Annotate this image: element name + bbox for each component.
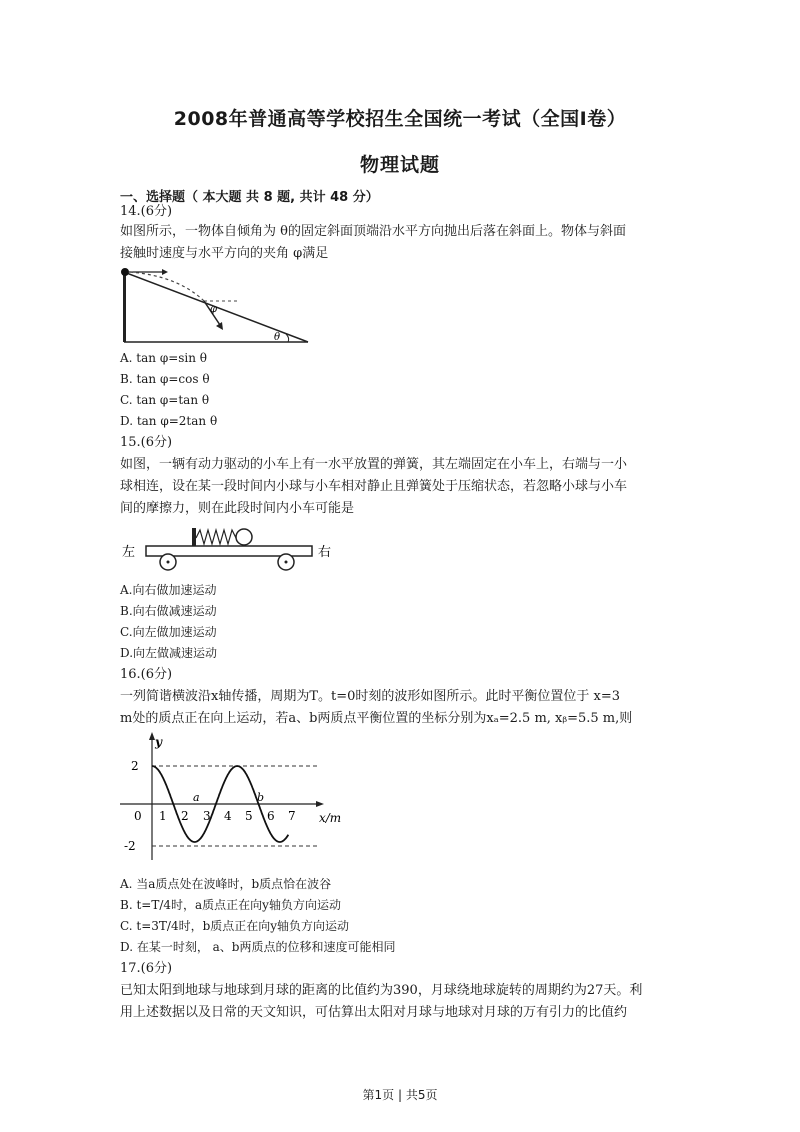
x-tick-1: 1 xyxy=(159,809,167,823)
q15-option-b: B.向右做减速运动 xyxy=(120,604,217,618)
q16-number: 16.(6分) xyxy=(120,667,173,682)
q14-text-line-1: 如图所示，一物体自倾角为 θ的固定斜面顶端沿水平方向抛出后落在斜面上。物体与斜面 xyxy=(120,224,626,239)
q17-text-line-1: 已知太阳到地球与地球到月球的距离的比值约为390，月球绕地球旋转的周期约为27天。利 xyxy=(120,983,643,998)
q15-text-line-2: 球相连，设在某一段时间内小球与小车相对静止且弹簧处于压缩状态，若忽略小球与小车 xyxy=(120,479,628,494)
q14-option-b: B. tan φ=cos θ xyxy=(120,372,210,386)
x-tick-3: 3 xyxy=(203,809,211,823)
q14-option-c: C. tan φ=tan θ xyxy=(120,393,210,407)
q15-text-line-1: 如图，一辆有动力驱动的小车上有一水平放置的弹簧，其左端固定在小车上，右端与一小 xyxy=(120,457,628,472)
spring xyxy=(196,530,236,544)
q14-option-d: D. tan φ=2tan θ xyxy=(120,414,218,428)
q16-option-d: D. 在某一时刻， a、b两质点的位移和速度可能相同 xyxy=(120,940,396,954)
point-a-label: a xyxy=(193,791,200,804)
point-b-label: b xyxy=(257,791,265,804)
page-footer: 第1页 | 共5页 xyxy=(362,1088,438,1102)
incline-wall xyxy=(123,272,126,342)
incline-projectile-figure xyxy=(118,264,318,348)
section-heading: 一、选择题（ 本大题 共 8 题, 共计 48 分） xyxy=(120,190,379,205)
initial-velocity-arrowhead xyxy=(162,269,168,275)
y-tick-neg-2: -2 xyxy=(124,839,136,853)
spring-mount xyxy=(192,528,196,546)
q15-number: 15.(6分) xyxy=(120,435,173,450)
x-axis-label: x/m xyxy=(319,811,342,825)
q16-option-c: C. t=3T/4时，b质点正在向y轴负方向运动 xyxy=(120,919,350,933)
trajectory-path xyxy=(130,272,204,301)
q14-number: 14.(6分) xyxy=(120,204,173,219)
x-tick-4: 4 xyxy=(224,809,232,823)
x-tick-7: 7 xyxy=(288,809,296,823)
q17-number: 17.(6分) xyxy=(120,961,173,976)
x-tick-0: 0 xyxy=(134,809,142,823)
projectile-ball xyxy=(121,268,129,276)
ball xyxy=(236,529,252,545)
y-tick-2: 2 xyxy=(131,759,139,773)
x-axis-arrow xyxy=(316,801,324,807)
right-wheel-axle xyxy=(285,561,288,564)
left-wheel-axle xyxy=(167,561,170,564)
y-axis-label: y xyxy=(155,735,162,749)
x-tick-6: 6 xyxy=(267,809,275,823)
wave-graph-figure xyxy=(118,728,348,868)
q14-text-line-2: 接触时速度与水平方向的夹角 φ满足 xyxy=(120,246,329,261)
q14-option-a: A. tan φ=sin θ xyxy=(120,351,208,365)
q16-option-a: A. 当a质点处在波峰时，b质点恰在波谷 xyxy=(120,877,332,891)
theta-label: θ xyxy=(274,332,281,343)
cart-spring-figure xyxy=(118,522,348,578)
document-title: 2008年普通高等学校招生全国统一考试（全国Ⅰ卷） xyxy=(173,108,627,130)
q15-option-c: C.向左做加速运动 xyxy=(120,625,217,639)
left-label: 左 xyxy=(122,545,136,560)
q15-text-line-3: 间的摩擦力，则在此段时间内小车可能是 xyxy=(120,501,355,516)
x-tick-2: 2 xyxy=(181,809,189,823)
x-tick-5: 5 xyxy=(245,809,253,823)
phi-label: φ xyxy=(210,304,218,315)
q16-text-line-1: 一列简谐横波沿x轴传播，周期为T。t=0时刻的波形如图所示。此时平衡位置位于 x=3 xyxy=(120,689,621,704)
q16-text-line-2: m处的质点正在向上运动，若a、b两质点平衡位置的坐标分别为xₐ=2.5 m, xᵦ=5.5 m,则 xyxy=(120,711,633,726)
document-subtitle: 物理试题 xyxy=(359,154,440,176)
q17-text-line-2: 用上述数据以及日常的天文知识，可估算出太阳对月球与地球对月球的万有引力的比值约 xyxy=(120,1005,628,1020)
q16-option-b: B. t=T/4时，a质点正在向y轴负方向运动 xyxy=(120,898,341,912)
right-label: 右 xyxy=(318,545,332,560)
q15-option-d: D.向左做减速运动 xyxy=(120,646,218,660)
q15-option-a: A.向右做加速运动 xyxy=(120,583,217,597)
